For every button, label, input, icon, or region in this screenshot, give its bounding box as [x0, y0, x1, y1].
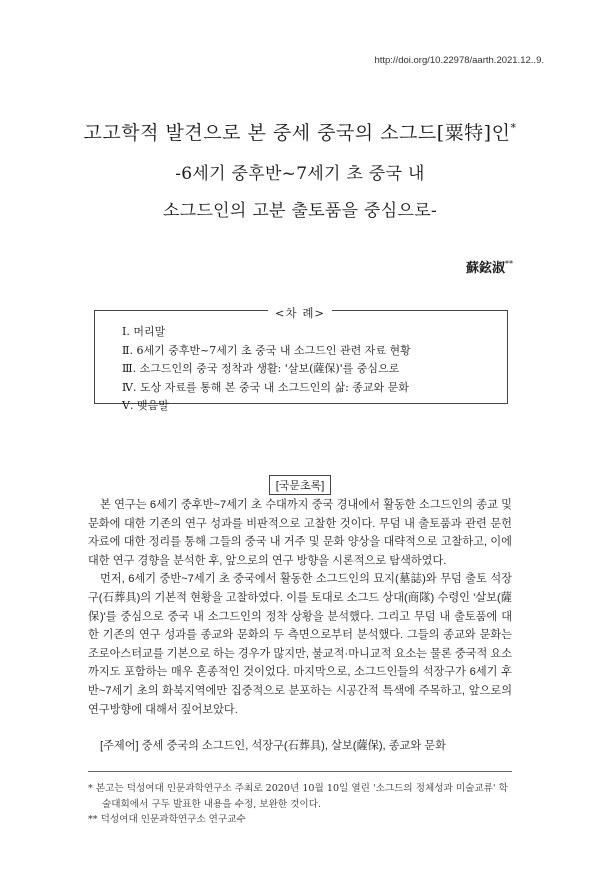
abstract-title: [국문초록]: [269, 475, 332, 495]
toc-label: <차 례>: [274, 306, 326, 320]
paper-title: 고고학적 발견으로 본 중세 중국의 소그드[粟特]인*: [83, 121, 517, 144]
author-footnote-mark: **: [505, 259, 513, 269]
paper-subtitle-line2: 소그드인의 고분 출토품을 중심으로-: [163, 201, 437, 221]
doi-link[interactable]: http://doi.org/10.22978/aarth.2021.12..9.: [374, 55, 544, 66]
toc-item[interactable]: Ⅰ. 머리말: [122, 325, 166, 338]
footnote-divider: [88, 771, 512, 772]
toc-item[interactable]: Ⅱ. 6세기 중후반~7세기 초 중국 내 소그드인 관련 자료 현황: [122, 343, 411, 357]
keywords: [100, 737, 446, 753]
abstract-paragraph: 본 연구는 6세기 중후반~7세기 초 수대까지 중국 경내에서 활동한 소그드인의 종교 및 문화에 대한 기존의 연구 성과를 비판적으로 고찰한 것이다. 무덤 내 출토품과 관련 문헌자료에 대한 정리를 통해 그들의 중국 내 거주 및 문화 양상을 대략적으로 고찰하고, 이에 대한 연구 경향을 분석한 후, 앞으로의 연구 방향을 시론적으로 탐색하였다.: [88, 499, 512, 567]
abstract-body: [88, 496, 512, 719]
toc-list: [122, 323, 411, 416]
footnote: ** 덕성여대 인문과학연구소 연구교수: [88, 814, 246, 825]
keywords-text: 중세 중국의 소그드인, 석장구(石葬具), 살보(薩保), 종교와 문화: [141, 740, 446, 752]
title-footnote-mark: *: [510, 121, 517, 135]
paper-subtitle-line1: -6세기 중후반~7세기 초 중국 내: [175, 164, 425, 184]
toc-item[interactable]: Ⅲ. 소그드인의 중국 정착과 생활: '살보(薩保)'를 중심으로: [122, 362, 400, 375]
footnote: * 본고는 덕성여대 인문과학연구소 주최로 2020년 10월 10일 열린 '소그드의 정체성과 미술교류' 학술대회에서 구두 발표한 내용을 수정, 보완한 것이다.: [88, 783, 508, 810]
title-block: [0, 118, 600, 221]
abstract-paragraph: 먼저, 6세기 중반~7세기 초 중국에서 활동한 소그드인의 묘지(墓誌)와 무덤 출토 석장구(石葬具)의 기본적 현황을 고찰하였다. 이를 토대로 소그드 상대(商隊) 수령인 '살보(薩保)'를 중심으로 중국 내 소그드인의 정착 상황을 분석했다. 그리고 무덤 내 출토품에 대한 기존의 연구 성과를 종교와 문화의 두 측면으로부터 분석했다. 그들의 종교와 문화는 조로아스터교를 기본으로 하는 경우가 많지만, 불교적·마니교적 요소는 물론 중국적 요소까지도 포함하는 매우 혼종적인 것이었다. 마지막으로, 소그드인들의 석장구가 6세기 후반~7세기 초의 화북지역에만 집중적으로 분포하는 시공간적 특색에 주목하고, 앞으로의 연구방향에 대해서 짚어보았다.: [88, 573, 512, 716]
keywords-label: [주제어]: [100, 740, 139, 752]
toc-item[interactable]: Ⅳ. 도상 자료를 통해 본 중국 내 소그드인의 삶: 종교와 문화: [122, 380, 409, 394]
author-name: 蘇鉉淑**: [465, 259, 513, 276]
footnotes: [88, 781, 512, 828]
toc-item[interactable]: Ⅴ. 맺음말: [122, 399, 169, 412]
